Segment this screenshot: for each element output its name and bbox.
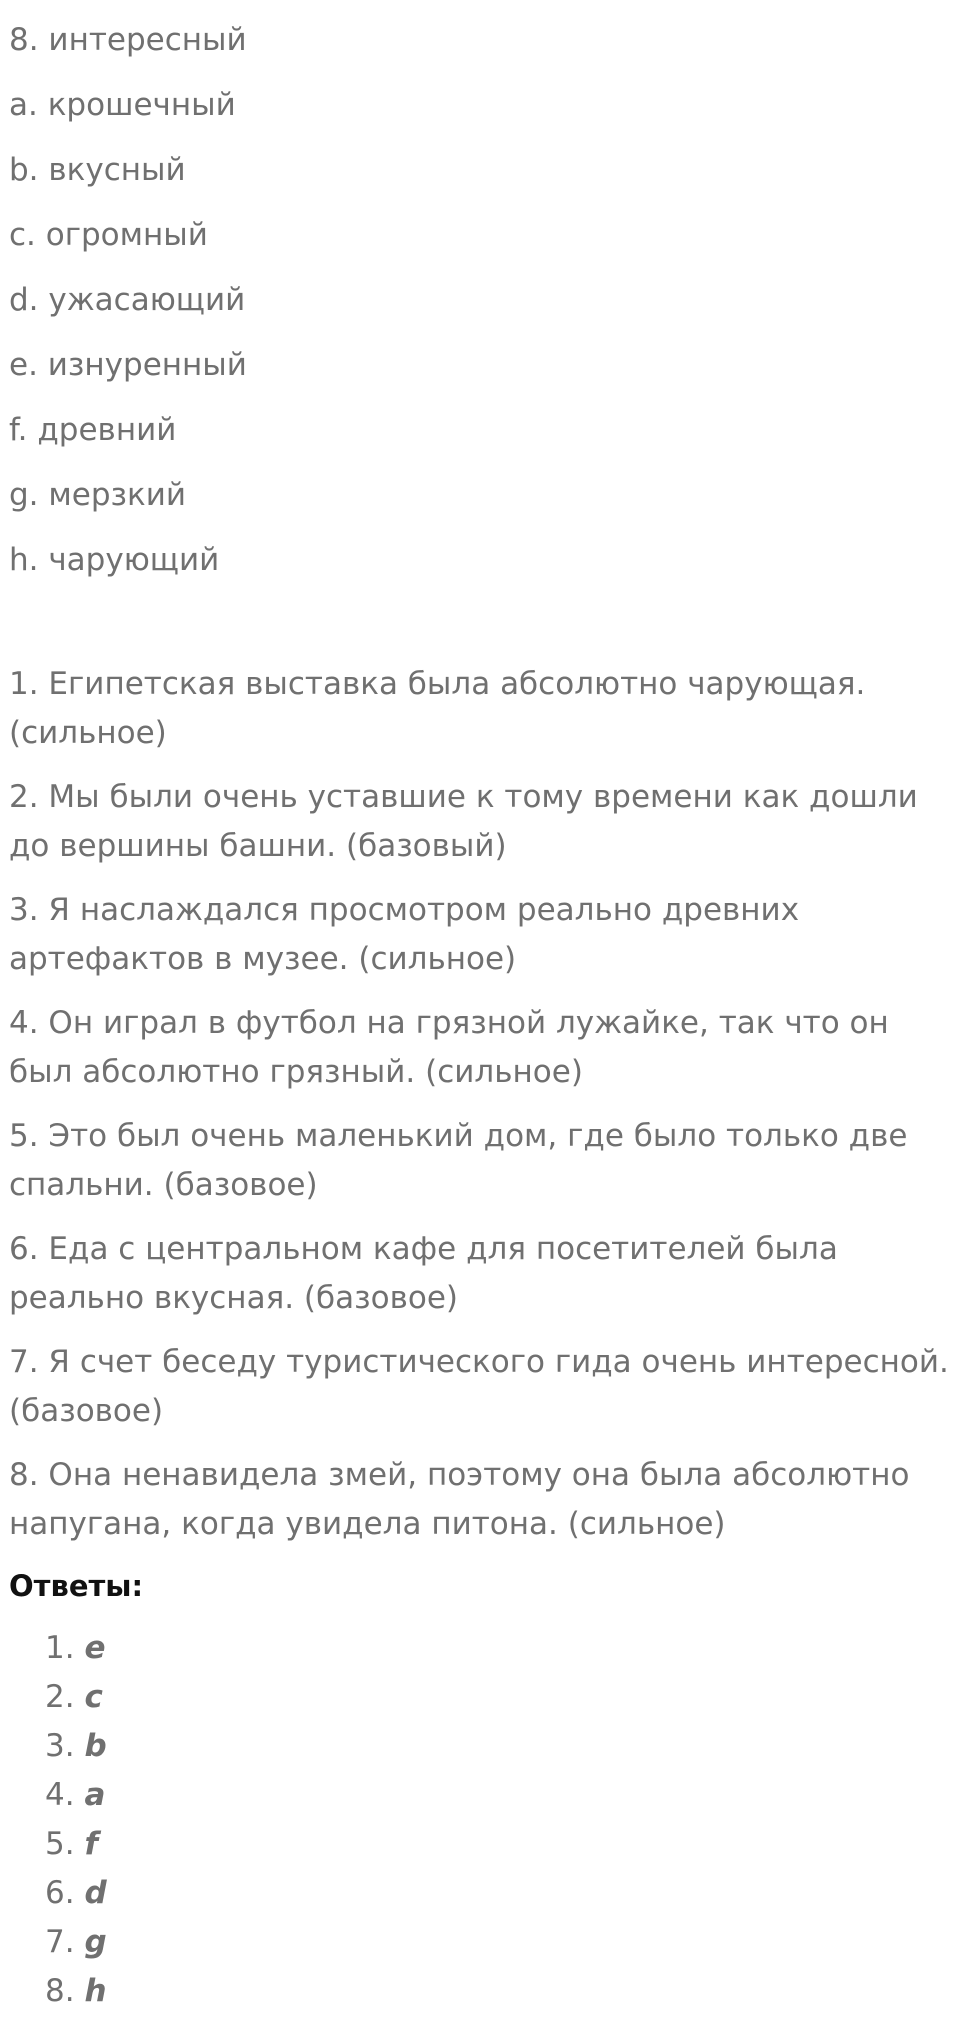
answer-number: 2. bbox=[45, 1679, 75, 1715]
adjective-item: b. вкусный bbox=[9, 152, 186, 188]
answer-letter: h bbox=[84, 1973, 107, 2009]
answer-letter: e bbox=[84, 1630, 106, 1666]
answer-number: 8. bbox=[45, 1973, 75, 2009]
sentence-item: 7. Я счет беседу туристического гида очень интересной. (базовое) bbox=[9, 1344, 949, 1429]
adjective-item: c. огромный bbox=[9, 217, 208, 253]
answer-item bbox=[45, 1722, 960, 1771]
answer-item bbox=[45, 1624, 960, 1673]
answer-number: 4. bbox=[45, 1777, 75, 1813]
answer-letter: b bbox=[84, 1728, 107, 1764]
adjective-item: e. изнуренный bbox=[9, 347, 247, 383]
answer-number: 6. bbox=[45, 1875, 75, 1911]
sentence-item: 3. Я наслаждался просмотром реально древних артефактов в музее. (сильное) bbox=[9, 892, 800, 977]
answer-list bbox=[9, 1624, 960, 2016]
adjective-list bbox=[9, 18, 960, 582]
answer-letter: c bbox=[84, 1679, 103, 1715]
answer-letter: a bbox=[84, 1777, 106, 1813]
answers-heading: Ответы: bbox=[9, 1569, 144, 1603]
adjective-item: h. чарующий bbox=[9, 542, 220, 578]
adjective-item: 8. интересный bbox=[9, 22, 247, 58]
sentence-item: 1. Египетская выставка была абсолютно чарующая. (сильное) bbox=[9, 666, 866, 751]
answer-item bbox=[45, 1771, 960, 1820]
sentence-item: 4. Он играл в футбол на грязной лужайке, так что он был абсолютно грязный. (сильное) bbox=[9, 1005, 889, 1090]
answer-number: 5. bbox=[45, 1826, 75, 1862]
answer-letter: d bbox=[84, 1875, 107, 1911]
answer-number: 1. bbox=[45, 1630, 75, 1666]
adjective-item: d. ужасающий bbox=[9, 282, 246, 318]
sentence-item: 8. Она ненавидела змей, поэтому она была абсолютно напугана, когда увидела питона. (сильное) bbox=[9, 1457, 910, 1542]
answer-item bbox=[45, 1967, 960, 2016]
answer-letter: g bbox=[84, 1924, 107, 1960]
answer-number: 7. bbox=[45, 1924, 75, 1960]
adjective-item: g. мерзкий bbox=[9, 477, 187, 513]
answer-item bbox=[45, 1820, 960, 1869]
sentence-list bbox=[9, 660, 954, 1549]
sentence-item: 6. Еда с центральном кафе для посетителей была реально вкусная. (базовое) bbox=[9, 1231, 838, 1316]
adjective-item: a. крошечный bbox=[9, 87, 236, 123]
answer-letter: f bbox=[84, 1826, 98, 1862]
answer-item bbox=[45, 1869, 960, 1918]
adjective-item: f. древний bbox=[9, 412, 177, 448]
answer-item bbox=[45, 1673, 960, 1722]
sentence-item: 5. Это был очень маленький дом, где было только две спальни. (базовое) bbox=[9, 1118, 908, 1203]
answer-number: 3. bbox=[45, 1728, 75, 1764]
sentence-item: 2. Мы были очень уставшие к тому времени как дошли до вершины башни. (базовый) bbox=[9, 779, 918, 864]
answer-item bbox=[45, 1918, 960, 1967]
